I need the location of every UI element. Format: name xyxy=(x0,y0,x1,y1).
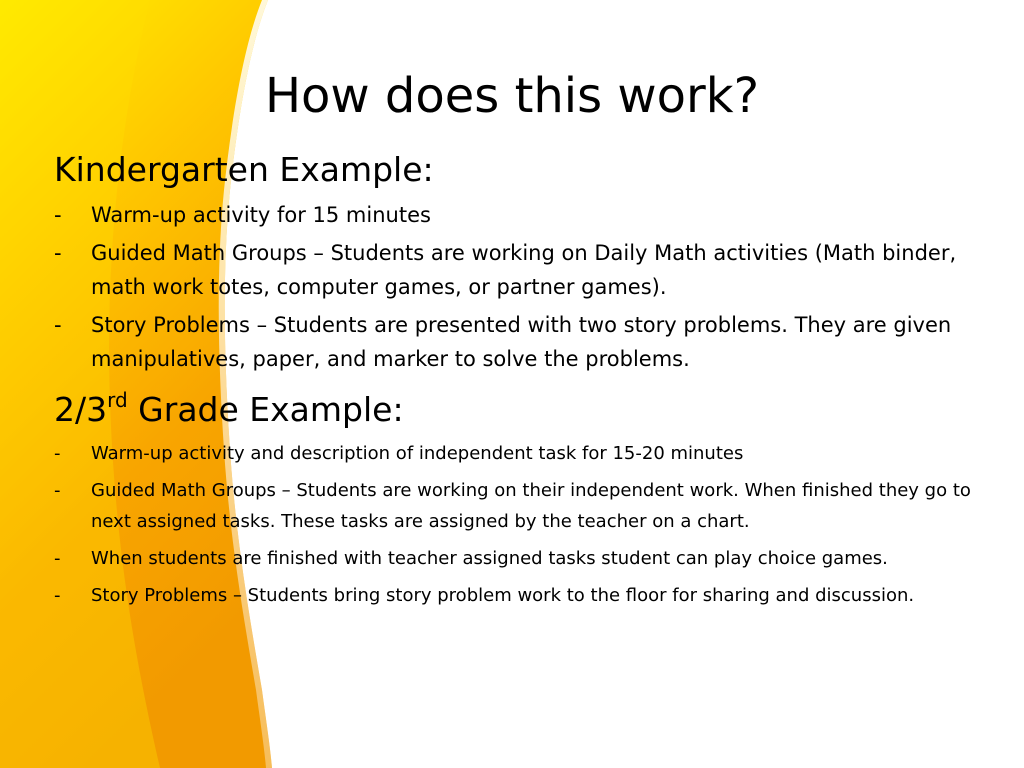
list-item-text: Story Problems – Students are presented with two story problems. They are given manipulatives, paper, and marker to solve the problems. xyxy=(91,313,952,371)
grade-2-3-list xyxy=(54,438,979,611)
kindergarten-list xyxy=(54,198,979,376)
bullet-dash: - xyxy=(54,203,62,227)
list-item xyxy=(54,198,979,232)
bullet-dash: - xyxy=(54,480,61,501)
list-item xyxy=(54,475,979,537)
kindergarten-heading: Kindergarten Example: xyxy=(54,150,434,189)
grade-2-3-heading xyxy=(54,380,979,432)
bullet-dash: - xyxy=(54,443,61,464)
list-item-text: Story Problems – Students bring story problem work to the floor for sharing and discussion. xyxy=(91,585,915,606)
list-item xyxy=(54,543,979,574)
slide-title: How does this work? xyxy=(264,68,760,124)
list-item xyxy=(54,236,979,304)
bullet-dash: - xyxy=(54,548,61,569)
bullet-dash: - xyxy=(54,313,62,337)
grade-heading-superscript: rd xyxy=(107,388,128,412)
list-item-text: Warm-up activity and description of independent task for 15-20 minutes xyxy=(91,443,744,464)
grade-heading-rest: Grade Example: xyxy=(127,390,404,429)
list-item-text: Warm-up activity for 15 minutes xyxy=(91,203,431,227)
bullet-dash: - xyxy=(54,585,61,606)
list-item xyxy=(54,580,979,611)
list-item-text: Guided Math Groups – Students are working on their independent work. When finished they go to next assigned tasks. These tasks are assigned by the teacher on a chart. xyxy=(91,480,971,532)
slide-content xyxy=(54,148,979,617)
list-item-text: When students are finished with teacher assigned tasks student can play choice games. xyxy=(91,548,888,569)
list-item xyxy=(54,308,979,376)
list-item-text: Guided Math Groups – Students are working on Daily Math activities (Math binder, math work totes, computer games, or partner games). xyxy=(91,241,957,299)
grade-heading-number: 2/3 xyxy=(54,390,108,429)
bullet-dash: - xyxy=(54,241,62,265)
list-item xyxy=(54,438,979,469)
